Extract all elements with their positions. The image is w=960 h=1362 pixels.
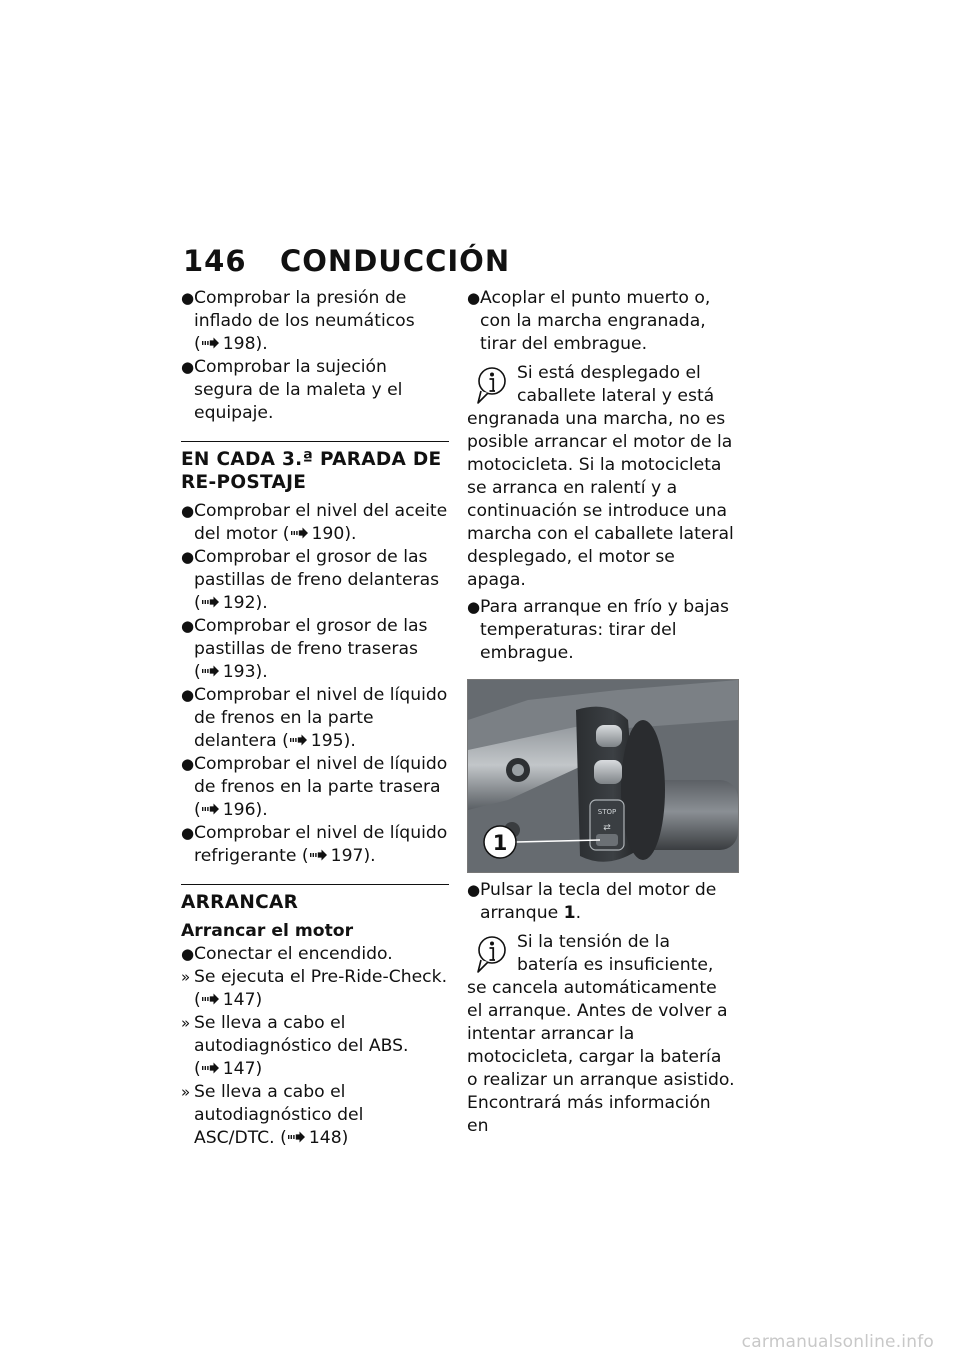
page-ref[interactable]: 198 bbox=[222, 334, 256, 354]
bullet: ● bbox=[467, 289, 481, 307]
page-reference-arrow-icon bbox=[202, 802, 220, 816]
info-text: Si está desplegado el caballete lateral y está engranada una marcha, no es posible arrancar el motor de la motocicleta. Si la motocicleta se arranca en ralentí y a continuación se introduce una marcha con el caballete lateral desplegado, el motor se apaga. bbox=[467, 363, 734, 590]
item-text: Se lleva a cabo el autodiagnóstico del ASC/DTC. bbox=[194, 1082, 364, 1148]
item-text: Conectar el encendido. bbox=[194, 944, 393, 964]
item-text: Se lleva a cabo el autodiagnóstico del ABS. bbox=[194, 1013, 409, 1056]
page-ref[interactable]: 148 bbox=[308, 1128, 342, 1148]
section-title-refuel: EN CADA 3.ª PARADA DE RE-POSTAJE bbox=[181, 449, 442, 493]
list-item: ● Comprobar la presión de inflado de los neumáticos ( 198). bbox=[181, 288, 415, 354]
item-text: Comprobar la sujeción segura de la maleta y el equipaje. bbox=[194, 357, 403, 423]
bullet: ● bbox=[467, 881, 481, 899]
callout-number: 1 bbox=[492, 831, 508, 855]
item-text: Se ejecuta el Pre-Ride-Check. bbox=[194, 967, 448, 987]
page-reference-arrow-icon bbox=[202, 664, 220, 678]
list-item: ● Comprobar el nivel de líquido de frenos en la parte delantera ( 195). bbox=[181, 685, 448, 751]
page-header bbox=[183, 244, 511, 284]
chapter-title: CONDUCCIÓN bbox=[280, 244, 511, 278]
info-icon bbox=[477, 934, 507, 974]
bullet: ● bbox=[181, 548, 195, 566]
list-item bbox=[467, 287, 735, 356]
bullet: ● bbox=[181, 502, 195, 520]
info-note bbox=[467, 931, 735, 1092]
item-text: Comprobar el grosor de las pastillas de freno traseras bbox=[194, 616, 428, 659]
watermark: carmanualsonline.info bbox=[741, 1332, 934, 1352]
item-text: Pulsar la tecla del motor de arranque bbox=[480, 880, 717, 923]
item-text: Comprobar el grosor de las pastillas de freno delanteras bbox=[194, 547, 440, 590]
bullet: ● bbox=[181, 755, 195, 773]
result-marker: » bbox=[181, 968, 191, 986]
item-text: Comprobar el nivel de líquido de frenos en la parte delantera bbox=[194, 685, 448, 751]
page-reference-arrow-icon bbox=[310, 848, 328, 862]
bullet: ● bbox=[181, 289, 195, 307]
page-reference-arrow-icon bbox=[291, 526, 309, 540]
button-label-stop: STOP bbox=[597, 808, 617, 816]
bullet: ● bbox=[467, 598, 481, 616]
item-text: Comprobar el nivel del aceite del motor bbox=[194, 501, 448, 544]
result-marker: » bbox=[181, 1014, 191, 1032]
item-text: Comprobar el nivel de líquido de frenos en la parte trasera bbox=[194, 754, 448, 797]
page-ref[interactable]: 197 bbox=[330, 846, 364, 866]
result-item: » Se lleva a cabo el autodiagnóstico del ABS. ( 147) bbox=[181, 1013, 409, 1079]
list-item bbox=[181, 356, 449, 425]
info-icon bbox=[477, 365, 507, 405]
page-reference-arrow-icon bbox=[202, 595, 220, 609]
page-reference-arrow-icon bbox=[290, 733, 308, 747]
list-item bbox=[181, 943, 449, 966]
page-ref[interactable]: 192 bbox=[222, 593, 256, 613]
list-item: ● Comprobar el nivel de líquido refrigerante ( 197). bbox=[181, 823, 448, 866]
result-item: » Se ejecuta el Pre-Ride-Check. ( 147) bbox=[181, 967, 448, 1010]
bullet: ● bbox=[181, 358, 195, 376]
list-item: ● Comprobar el nivel del aceite del motor ( 190). bbox=[181, 501, 448, 544]
page-reference-arrow-icon bbox=[202, 992, 220, 1006]
page-ref[interactable]: 196 bbox=[222, 800, 256, 820]
item-text: Para arranque en frío y bajas temperaturas: tirar del embrague. bbox=[480, 597, 729, 663]
right-column bbox=[467, 287, 735, 1138]
page-reference-arrow-icon bbox=[202, 1061, 220, 1075]
list-item: ● Comprobar el grosor de las pastillas de freno delanteras ( 192). bbox=[181, 547, 440, 613]
list-item: ● Comprobar el grosor de las pastillas de freno traseras ( 193). bbox=[181, 616, 428, 682]
bullet: ● bbox=[181, 686, 195, 704]
result-marker: » bbox=[181, 1083, 191, 1101]
more-info-text: Encontrará más información en bbox=[467, 1093, 711, 1136]
bullet: ● bbox=[181, 617, 195, 635]
page-reference-arrow-icon bbox=[202, 336, 220, 350]
section-divider bbox=[181, 441, 449, 442]
page-reference-arrow-icon bbox=[288, 1130, 306, 1144]
page-ref[interactable]: 193 bbox=[222, 662, 256, 682]
handlebar-illustration bbox=[468, 680, 738, 872]
item-text: Comprobar el nivel de líquido refrigerante bbox=[194, 823, 448, 866]
page-ref[interactable]: 147 bbox=[222, 990, 256, 1010]
info-note bbox=[467, 362, 735, 592]
section-divider bbox=[181, 884, 449, 885]
bullet: ● bbox=[181, 945, 195, 963]
page-ref[interactable]: 190 bbox=[311, 524, 345, 544]
page-number: 146 bbox=[183, 244, 247, 278]
bullet: ● bbox=[181, 824, 195, 842]
section-title-start: ARRANCAR bbox=[181, 892, 299, 913]
info-text: Si la tensión de la batería es insuficiente, se cancela automáticamente el arranque. Antes de volver a intentar arrancar la motocicleta, cargar la batería o realizar un arranque asistido. bbox=[467, 932, 735, 1090]
item-text: Comprobar la presión de inflado de los neumáticos bbox=[194, 288, 415, 331]
list-item: ● Pulsar la tecla del motor de arranque 1. bbox=[467, 880, 717, 923]
page-ref[interactable]: 195 bbox=[310, 731, 344, 751]
button-label-switch: ⇄ bbox=[603, 823, 611, 833]
item-text: Acoplar el punto muerto o, con la marcha engranada, tirar del embrague. bbox=[480, 288, 711, 354]
subsection-title: Arrancar el motor bbox=[181, 921, 354, 941]
result-item: » Se lleva a cabo el autodiagnóstico del ASC/DTC. ( 148) bbox=[181, 1082, 364, 1148]
handlebar-switch-photo bbox=[467, 679, 739, 873]
list-item: ● Comprobar el nivel de líquido de frenos en la parte trasera ( 196). bbox=[181, 754, 448, 820]
left-column bbox=[181, 287, 449, 1150]
list-item bbox=[467, 596, 735, 665]
callout-ref: 1 bbox=[563, 903, 576, 923]
page-ref[interactable]: 147 bbox=[222, 1059, 256, 1079]
